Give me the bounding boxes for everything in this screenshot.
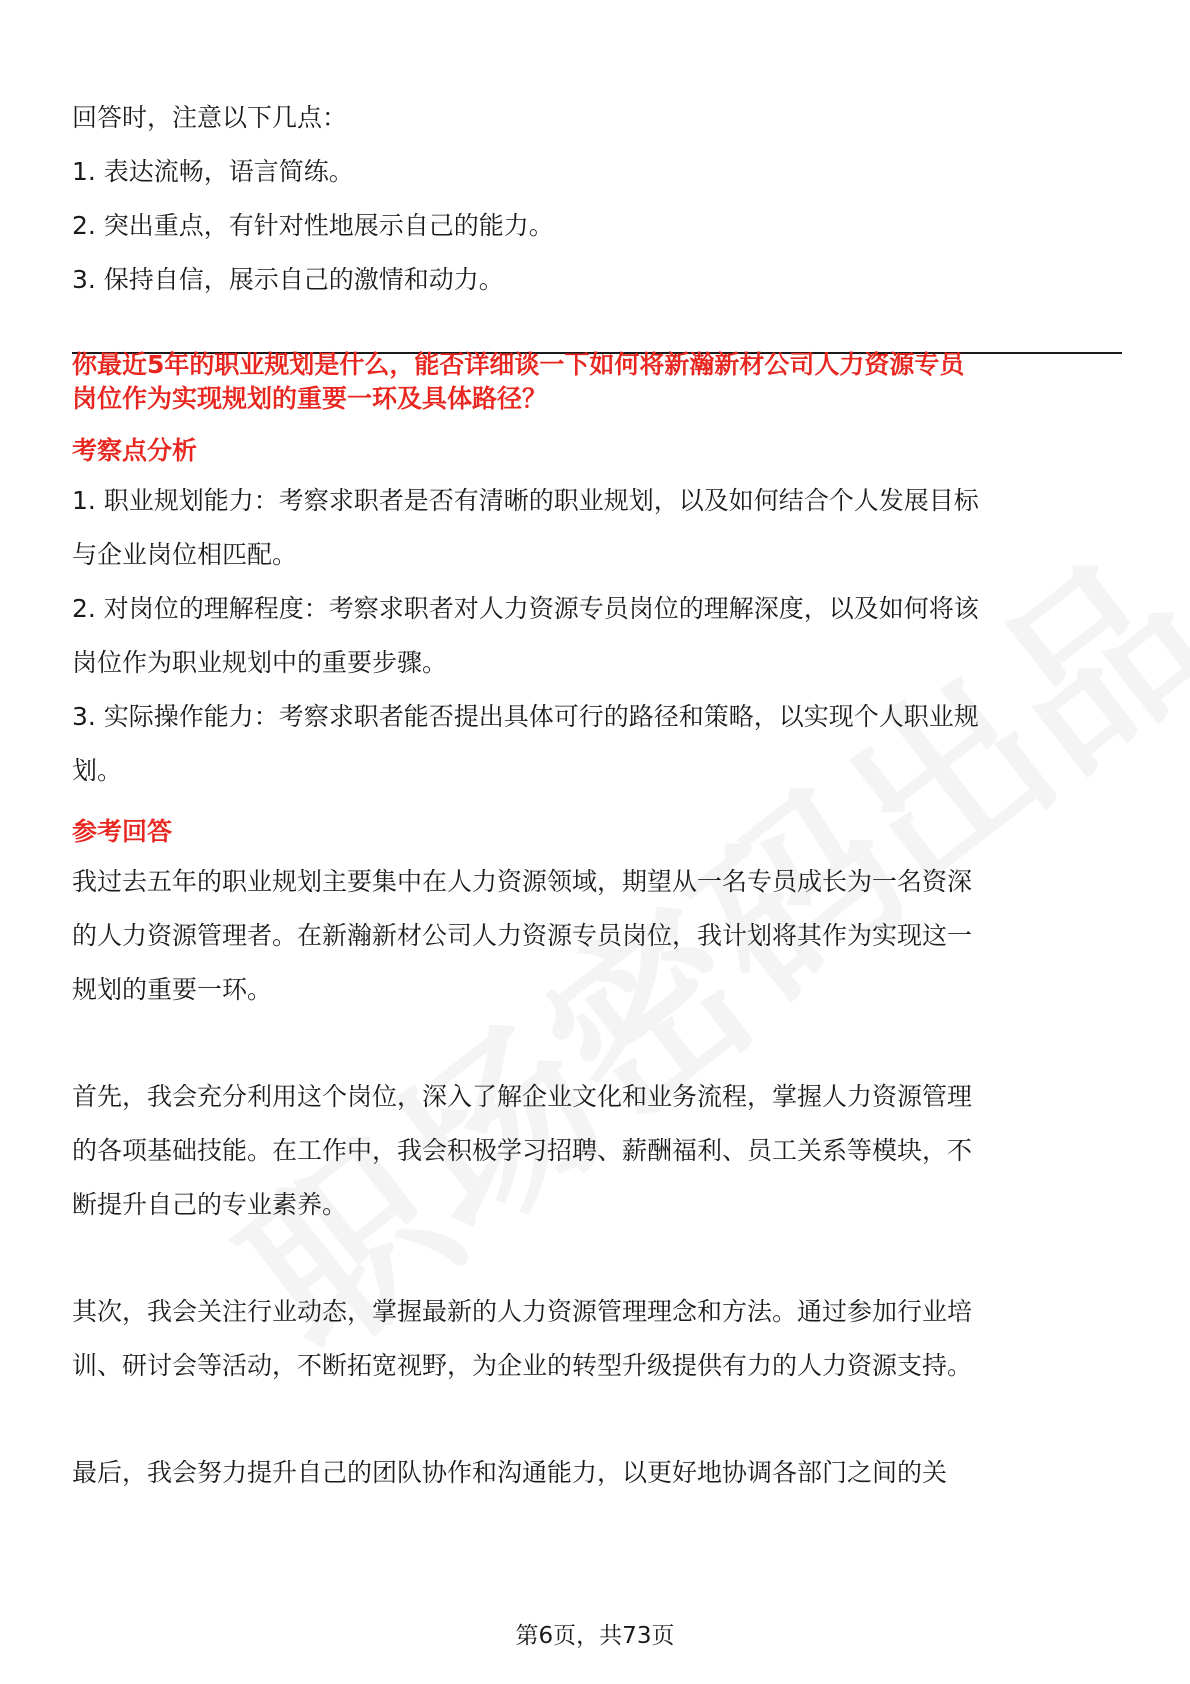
answer-p1-line: 规划的重要一环。 [72,975,273,1004]
analysis-heading: 考察点分析 [72,436,198,465]
answer-p4-line: 最后，我会努力提升自己的团队协作和沟通能力，以更好地协调各部门之间的关 [72,1458,948,1487]
analysis-line: 2. 对岗位的理解程度：考察求职者对人力资源专员岗位的理解深度，以及如何将该 [72,594,979,623]
analysis-line: 1. 职业规划能力：考察求职者是否有清晰的职业规划，以及如何结合个人发展目标 [72,486,979,515]
intro-point-1: 1. 表达流畅，语言简练。 [72,157,354,186]
question-line-1: 你最近5年的职业规划是什么，能否详细谈一下如何将新瀚新材公司人力资源专员 [72,350,965,379]
answer-p1-line: 的人力资源管理者。在新瀚新材公司人力资源专员岗位，我计划将其作为实现这一 [72,921,973,950]
intro-lead: 回答时，注意以下几点： [72,103,348,132]
page-number: 第6页，共73页 [515,1623,675,1649]
answer-p3-line: 其次，我会关注行业动态，掌握最新的人力资源管理理念和方法。通过参加行业培 [72,1297,973,1326]
intro-point-3: 3. 保持自信，展示自己的激情和动力。 [72,265,504,294]
analysis-line: 与企业岗位相匹配。 [72,540,298,569]
question-line-2: 岗位作为实现规划的重要一环及具体路径？ [72,384,548,413]
answer-p3-line: 训、研讨会等活动，不断拓宽视野，为企业的转型升级提供有力的人力资源支持。 [72,1351,973,1380]
analysis-line: 划。 [72,756,123,785]
analysis-line: 岗位作为职业规划中的重要步骤。 [72,648,448,677]
analysis-line: 3. 实际操作能力：考察求职者能否提出具体可行的路径和策略，以实现个人职业规 [72,702,979,731]
answer-p2-line: 的各项基础技能。在工作中，我会积极学习招聘、薪酬福利、员工关系等模块，不 [72,1136,973,1165]
answer-p2-line: 首先，我会充分利用这个岗位，深入了解企业文化和业务流程，掌握人力资源管理 [72,1082,973,1111]
intro-point-2: 2. 突出重点，有针对性地展示自己的能力。 [72,211,554,240]
answer-p1-line: 我过去五年的职业规划主要集中在人力资源领域，期望从一名专员成长为一名资深 [72,867,973,896]
answer-p2-line: 断提升自己的专业素养。 [72,1190,348,1219]
answer-heading: 参考回答 [72,817,173,846]
document-page [72,0,1122,1684]
